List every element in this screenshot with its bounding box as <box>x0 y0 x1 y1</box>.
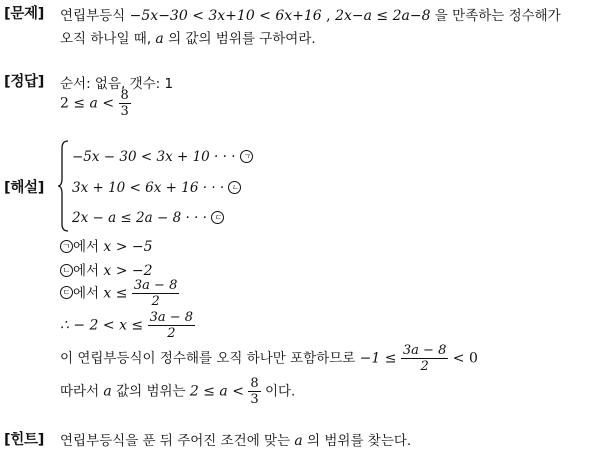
circled-mark: ㄴ <box>228 181 241 194</box>
problem-line-2: 오직 하나일 때, a 의 값의 범위를 구하여라. <box>60 31 316 47</box>
problem-tag: [문제] <box>4 6 45 22</box>
circled-mark: ㄴ <box>60 264 73 277</box>
step-1: ㄱ 에서 x > −5 <box>60 235 153 255</box>
solution-tag: [해설] <box>4 180 45 196</box>
hint-line: 연립부등식을 푼 뒤 주어진 조건에 맞는 a 의 범위를 찾는다. <box>60 433 412 449</box>
answer-fraction: $\frac{8}{3}$ <box>120 88 129 119</box>
step-5: 이 연립부등식이 정수해를 오직 하나만 포함하므로 −1 ≤ $\frac{3a - 8}{2}$ < 0 <box>60 343 478 374</box>
circled-mark: ㄷ <box>211 211 224 224</box>
answer-range: 2 ≤ a < $\frac{8}{3}$ <box>60 88 129 119</box>
inequality-2: 2x−a ≤ 2a−8 <box>335 8 431 24</box>
circled-mark: ㄱ <box>60 240 73 253</box>
inequality-1: −5x−30 < 3x+10 < 6x+16 <box>129 8 322 24</box>
step-4: ∴ − 2 < x ≤ $\frac{3a - 8}{2}$ <box>60 310 194 341</box>
answer-order: 순서: 없음, 갯수: 1 <box>60 76 174 92</box>
system-brace <box>57 140 69 232</box>
step-3: ㄷ 에서 x ≤ $\frac{3a - 8}{2}$ <box>60 278 179 309</box>
system-row-3: 2x − a ≤ 2a − 8 · · · ㄷ <box>72 210 224 226</box>
answer-tag: [정답] <box>4 74 45 90</box>
step-2: ㄴ 에서 x > −2 <box>60 259 153 279</box>
system-row-2: 3x + 10 < 6x + 16 · · · ㄴ <box>72 180 241 196</box>
step-6: 따라서 a 값의 범위는 2 ≤ a < $\frac{8}{3}$ 이다. <box>60 376 296 407</box>
system-row-1: −5x − 30 < 3x + 10 · · · ㄱ <box>72 149 253 165</box>
hint-tag: [힌트] <box>4 432 45 448</box>
circled-mark: ㄱ <box>240 150 253 163</box>
circled-mark: ㄷ <box>60 286 73 299</box>
problem-line-1: 연립부등식 −5x−30 < 3x+10 < 6x+16 , 2x−a ≤ 2a−8 을 만족하는 정수해가 <box>60 8 561 24</box>
